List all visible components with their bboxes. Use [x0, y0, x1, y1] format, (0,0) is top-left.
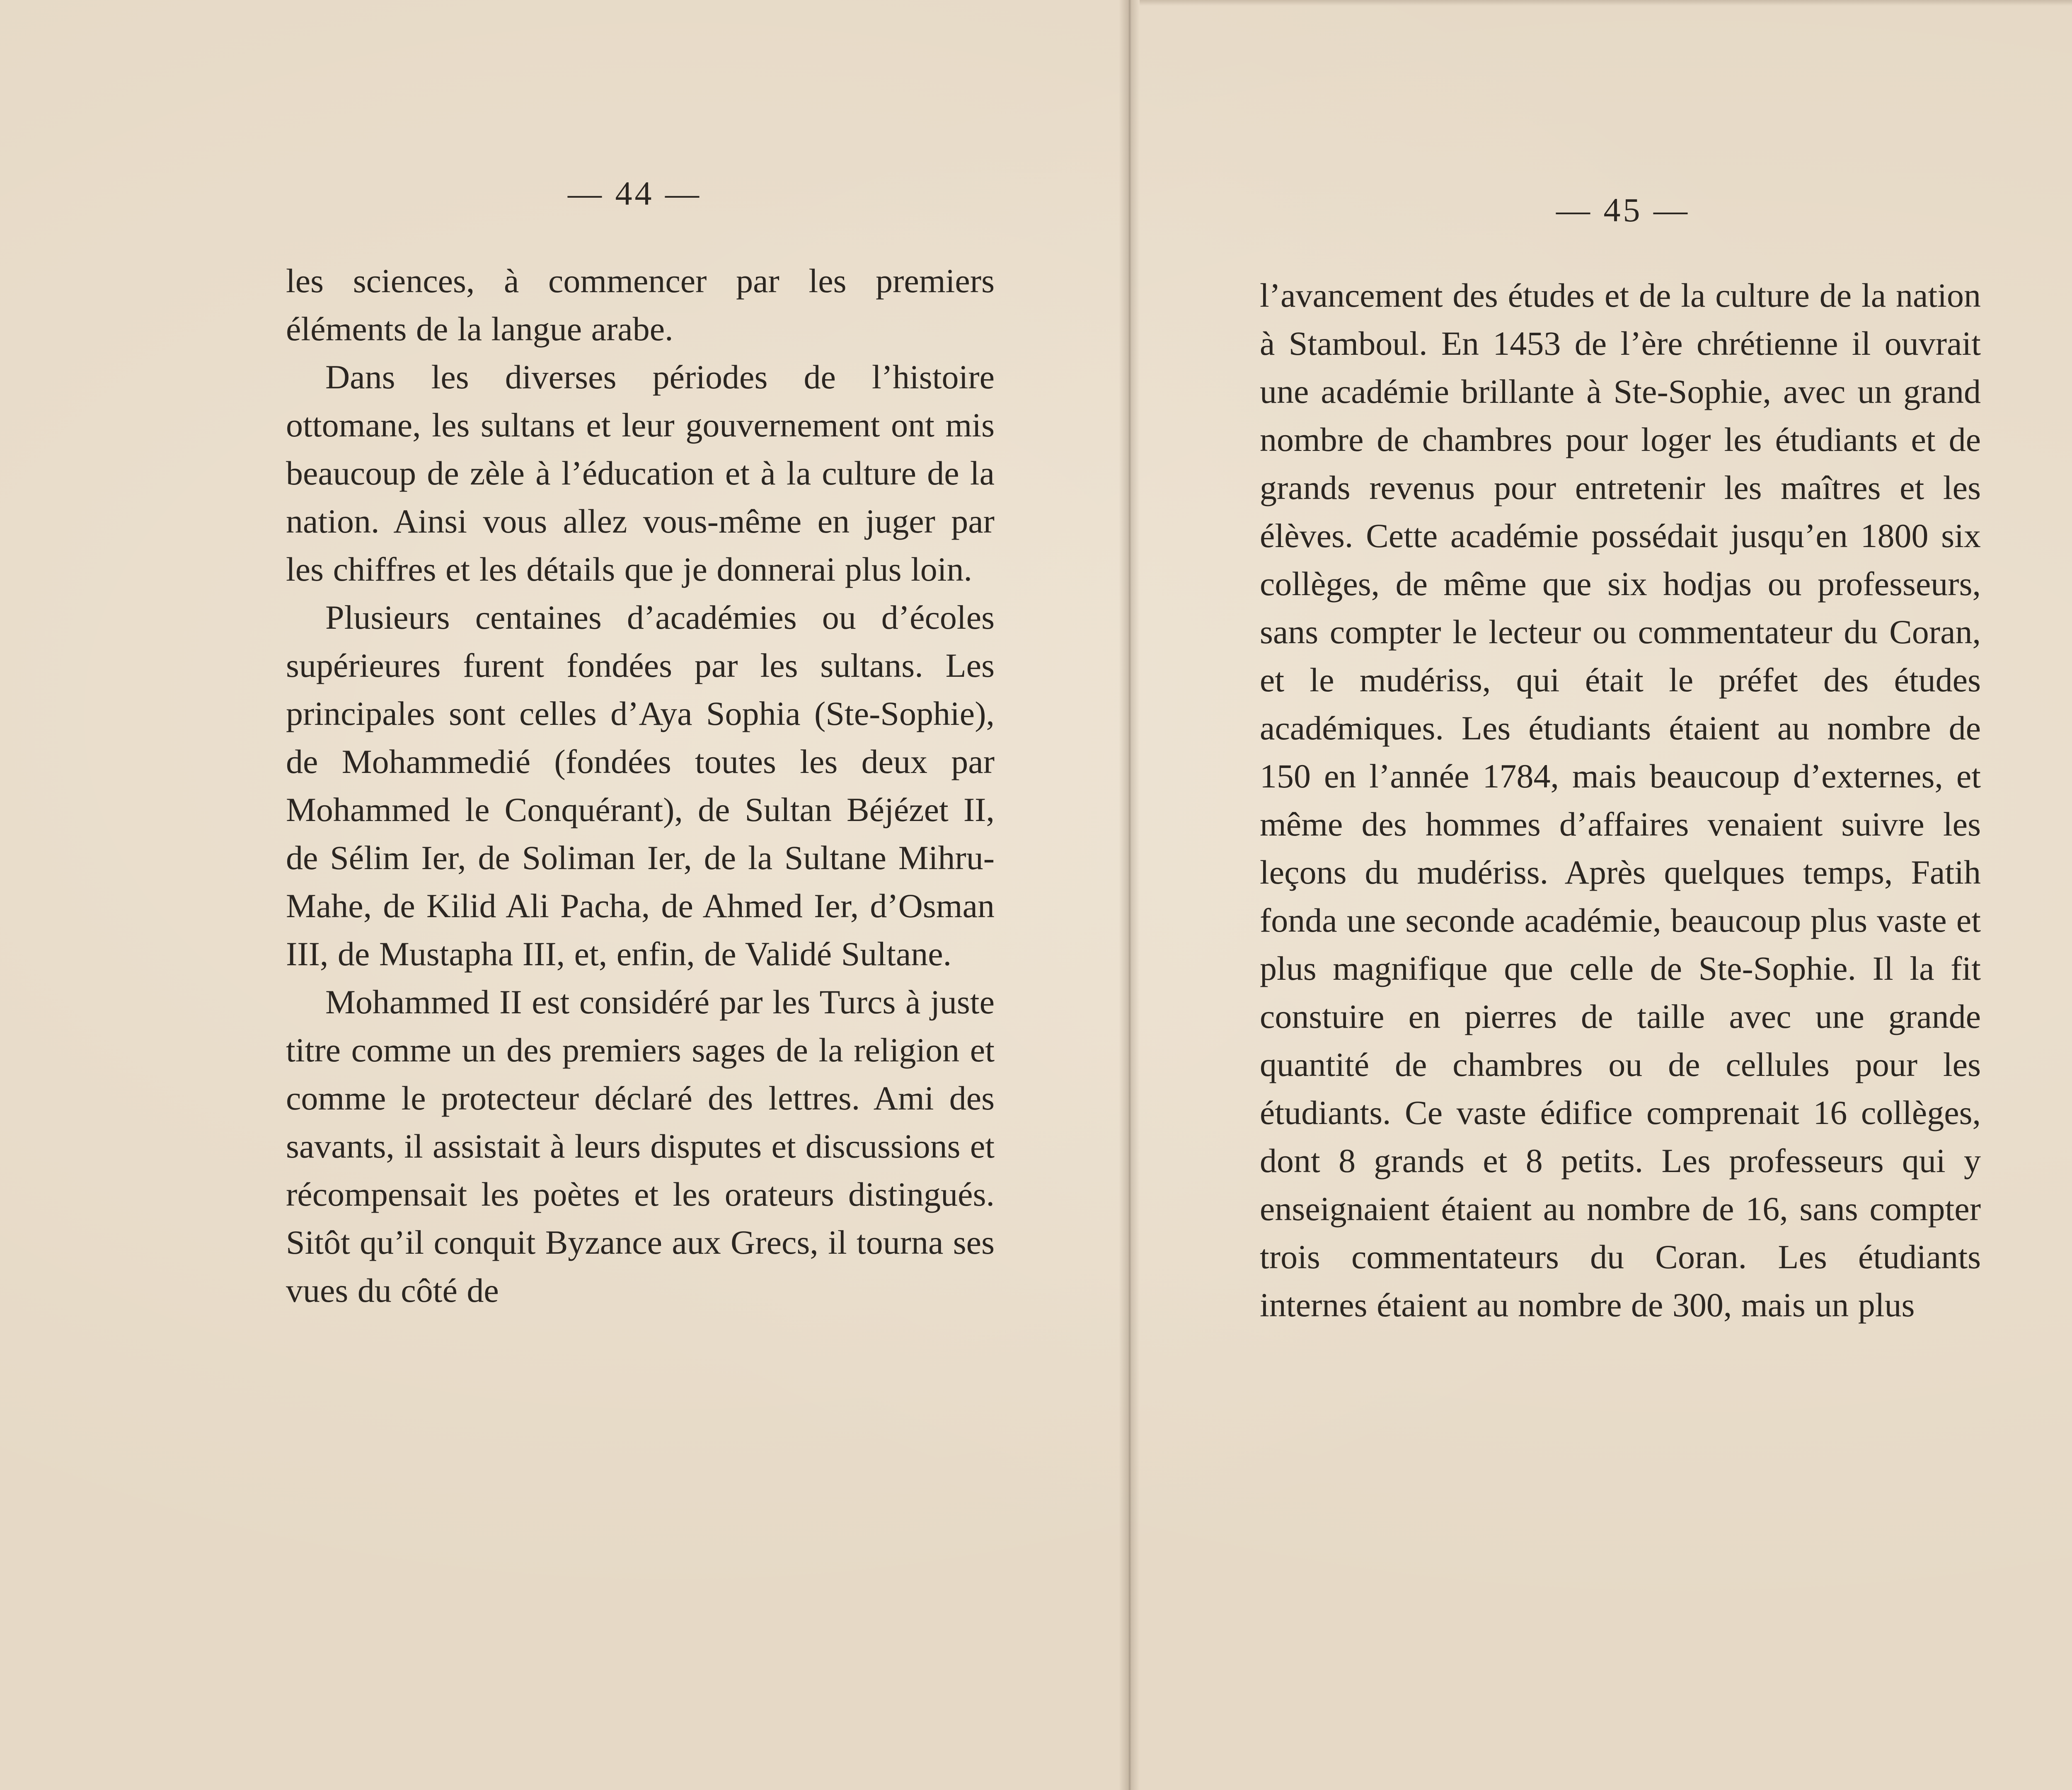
paragraph: l’avancement des études et de la culture de la nation à Stamboul. En 1453 de l’ère chrétienne il ouvrait une académie brillante à Ste-Sophie, avec un grand nombre de chambres pour loger les étudiants et de grands revenus pour entretenir les maîtres et les élèves. Cette académie possédait jusqu’en 1800 six collèges, de même que six hodjas ou professeurs, sans compter le lecteur ou commentateur du Coran, et le mudériss, qui était le préfet des études académiques. Les étudiants étaient au nombre de 150 en l’année 1784, mais beaucoup d’externes, et même des hommes d’affaires venaient suivre les leçons du mudériss. Après quelques temps, Fatih fonda une seconde académie, beaucoup plus vaste et plus magnifique que celle de Ste-Sophie. Il la fit constuire en pierres de taille avec une grande quantité de chambres ou de cellules pour les étudiants. Ce vaste édifice comprenait 16 collèges, dont 8 grands et 8 petits. Les professeurs qui y enseignaient étaient au nombre de 16, sans compter trois commentateurs du Coran. Les étudiants internes étaient au nombre de 300, mais un plus — [1260, 276, 1981, 1324]
body-text — [1260, 271, 1981, 1329]
paragraph: Plusieurs centaines d’académies ou d’écoles supérieures furent fondées par les sultans. Les principales sont celles d’Aya Sophia (Ste-Sophie), de Mohammedié (fondées toutes les deux par Mohammed le Conquérant), de Sultan Béjézet II, de Sélim Ier, de Soliman Ier, de la Sultane Mihru-Mahe, de Kilid Ali Pacha, de Ahmed Ier, d’Osman III, de Mustapha III, et, enfin, de Validé Sultane. — [286, 598, 995, 973]
paragraph: Mohammed II est considéré par les Turcs à juste titre comme un des premiers sages de la religion et comme le protecteur déclaré des lettres. Ami des savants, il assistait à leurs disputes et discussions et récompensait les poètes et les orateurs distingués. Sitôt qu’il conquit Byzance aux Grecs, il tourna ses vues du côté de — [286, 983, 995, 1309]
right-page — [1135, 0, 2072, 1790]
page-number: — 45 — — [1556, 191, 1690, 229]
paragraph: Dans les diverses périodes de l’histoire ottomane, les sultans et leur gouvernement ont mis beaucoup de zèle à l’éducation et à la culture de la nation. Ainsi vous allez vous-même en juger par les chiffres et les détails que je donnerai plus loin. — [286, 358, 995, 588]
body-text — [286, 257, 995, 1315]
paragraph: les sciences, à commencer par les premiers éléments de la langue arabe. — [286, 262, 995, 348]
page-number: — 44 — — [568, 174, 702, 212]
